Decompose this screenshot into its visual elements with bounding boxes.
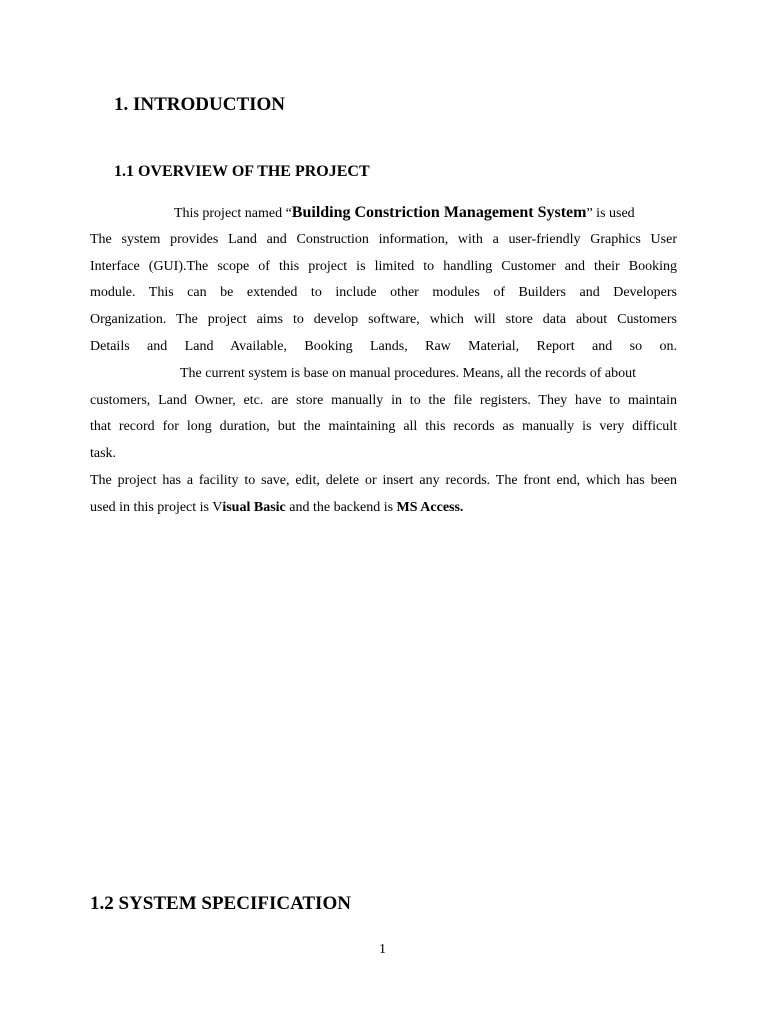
paragraph-line <box>90 495 677 522</box>
paragraph-line: The current system is base on manual procedures. Means, all the records of about <box>180 365 637 381</box>
heading-introduction: 1. INTRODUCTION <box>114 94 286 115</box>
project-name: Building Constriction Management System <box>291 204 587 221</box>
text-span: used in this project is V <box>90 499 223 515</box>
paragraph-line: module. This can be extended to include other modules of Builders and Developers <box>90 285 677 301</box>
paragraph-line: task. <box>90 446 117 462</box>
paragraph-line: The system provides Land and Construction information, with a user-friendly Graphics User <box>90 231 677 247</box>
paragraph-line <box>90 200 677 227</box>
paragraph-overview <box>90 200 677 522</box>
paragraph-line: that record for long duration, but the maintaining all this records as manually is very difficult <box>90 419 677 435</box>
page-number: 1 <box>379 942 386 957</box>
frontend-name: isual Basic <box>222 499 286 515</box>
heading-system-specification: 1.2 SYSTEM SPECIFICATION <box>90 893 351 914</box>
text-span: ” is used <box>586 206 635 221</box>
paragraph-line: The project has a facility to save, edit, delete or insert any records. The front end, which has been <box>90 472 677 488</box>
paragraph-line: Interface (GUI).The scope of this project is limited to handling Customer and their Booking <box>90 258 677 274</box>
paragraph-line: customers, Land Owner, etc. are store manually in to the file registers. They have to maintain <box>90 392 677 408</box>
text-span: This project named “ <box>174 206 292 221</box>
text-span: and the backend is <box>285 499 397 515</box>
paragraph-line: Organization. The project aims to develop software, which will store data about Customers <box>90 312 677 328</box>
paragraph-line: Details and Land Available, Booking Lands, Raw Material, Report and so on. <box>90 338 677 354</box>
backend-name: MS Access. <box>396 499 464 515</box>
heading-overview: 1.1 OVERVIEW OF THE PROJECT <box>114 163 370 180</box>
